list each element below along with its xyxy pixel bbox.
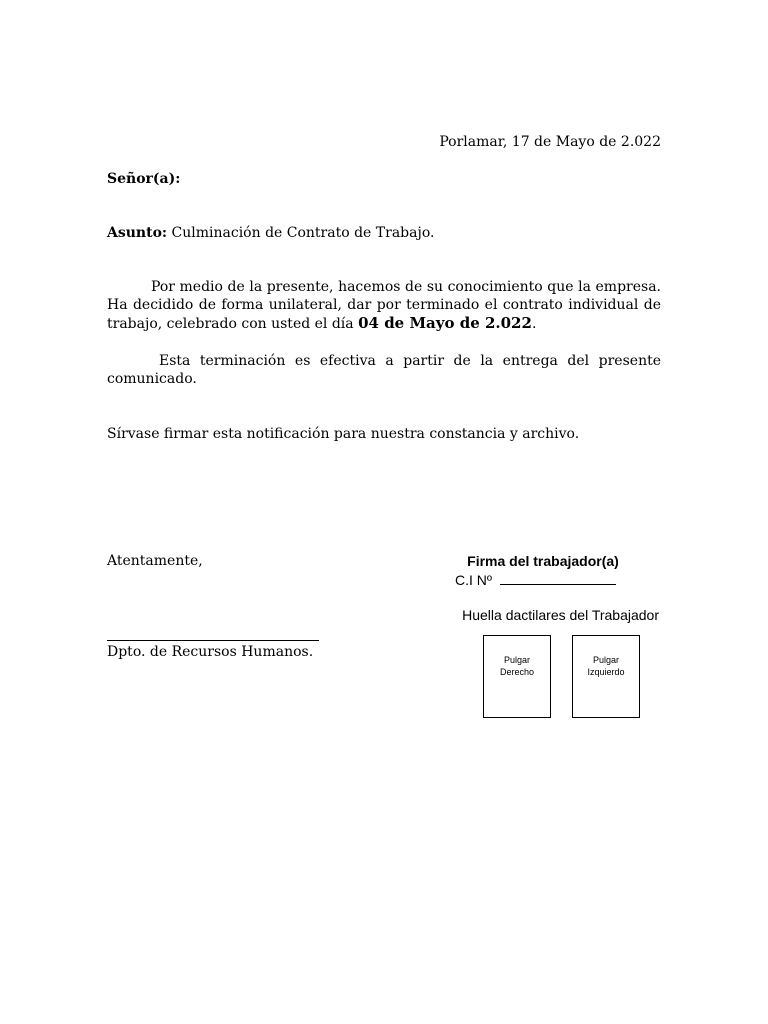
- paragraph-termination-notice: [107, 278, 661, 333]
- paragraph-effective: Esta terminación es efectiva a partir de la entrega del presente comunicado.: [107, 353, 661, 387]
- right-thumb-box: [483, 635, 551, 718]
- recipient-salutation: Señor(a):: [107, 171, 181, 187]
- right-thumb-label-2: Derecho: [499, 667, 535, 677]
- right-thumb-label-1: Pulgar: [503, 655, 530, 665]
- ci-label: C.I Nº: [455, 572, 493, 588]
- ci-blank-line: [500, 570, 616, 585]
- department-name: Dpto. de Recursos Humanos.: [107, 644, 314, 660]
- letter-document: [107, 0, 661, 1024]
- closing-text: Atentamente,: [107, 553, 203, 569]
- contract-date: 04 de Mayo de 2.022: [358, 314, 532, 332]
- worker-signature-title: Firma del trabajador(a): [467, 553, 619, 569]
- worker-id-row: [455, 570, 616, 590]
- left-thumb-box: [572, 635, 640, 718]
- left-thumb-label-2: Izquierdo: [587, 667, 625, 677]
- subject-label: Asunto:: [107, 225, 168, 241]
- subject-text: Culminación de Contrato de Trabajo.: [171, 225, 435, 241]
- paragraph-sign-request: Sírvase firmar esta notificación para nuestra constancia y archivo.: [107, 426, 580, 442]
- fingerprints-title: Huella dactilares del Trabajador: [462, 607, 659, 623]
- date-line: Porlamar, 17 de Mayo de 2.022: [439, 134, 661, 150]
- hr-signature-line: [107, 640, 319, 641]
- paragraph1-end: .: [531, 316, 537, 332]
- subject-line: [107, 223, 434, 243]
- left-thumb-label-1: Pulgar: [592, 655, 619, 665]
- paragraph1-text: Por medio de la presente, hacemos de su conocimiento que la empresa. Ha decidido de forma unilateral, dar por terminado el contrato individual de trabajo, celebrado con usted el día: [107, 279, 661, 332]
